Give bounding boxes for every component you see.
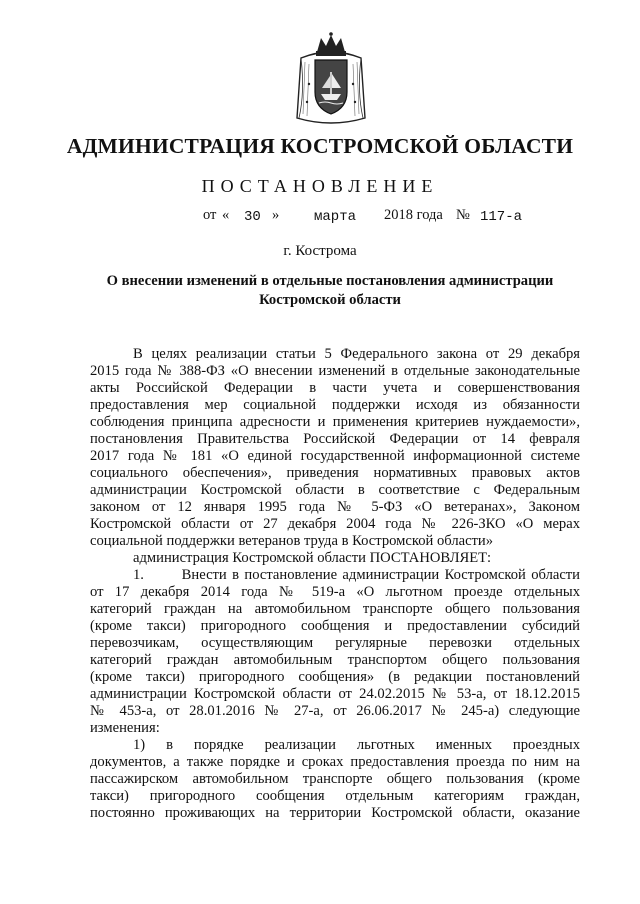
body-line: перевозчикам, осуществляющим регулярные перевозки отдельных: [90, 635, 580, 651]
body-line: такси) пригородного сообщения отдельным категориям граждан,: [90, 788, 580, 804]
body-line: 2015 года № 388-ФЗ «О внесении изменений в отдельные законодательные: [90, 363, 580, 379]
body-line: № 453-а, от 28.01.2016 № 27-а, от 26.06.2017 № 245-а) следующие: [90, 703, 580, 719]
body-line: (кроме такси) пригородного сообщения и предоставлении субсидий: [90, 618, 580, 634]
body-line: пассажирском автомобильном транспорте общего пользования (кроме: [90, 771, 580, 787]
quote-close: »: [272, 207, 280, 223]
body-line: 2017 года № 181 «О единой государственной информационной системе: [90, 448, 580, 464]
body-line: постоянно проживающих на территории Костромской области, оказание: [90, 805, 580, 821]
subject-line: Костромской области: [259, 292, 401, 308]
body-line: 1. Внести в постановление администрации Костромской области: [133, 567, 580, 583]
coat-of-arms-emblem: [295, 32, 367, 128]
body-line: документов, а также порядке и сроках предоставления проезда по ним на: [90, 754, 580, 770]
body-line: категорий граждан на автомобильном транспорте общего пользования: [90, 601, 580, 617]
document-body: [90, 346, 580, 822]
body-line: 1) в порядке реализации льготных именных проездных: [133, 737, 580, 753]
body-line: администрации Костромской области от 24.02.2015 № 53-а, от 18.12.2015: [90, 686, 580, 702]
date-month: марта: [314, 209, 357, 225]
city-line: г. Кострома: [283, 243, 357, 259]
body-line: изменения:: [90, 720, 160, 736]
date-prefix: от: [203, 207, 217, 223]
body-line: Костромской области от 27 декабря 2004 года № 226-ЗКО «О мерах: [90, 516, 580, 532]
document-subject: [90, 272, 570, 310]
date-year: 2018 года: [384, 207, 443, 223]
document-type-title: ПОСТАНОВЛЕНИЕ: [201, 176, 439, 196]
body-line: от 17 декабря 2014 года № 519-а «О льготном проезде отдельных: [90, 584, 580, 600]
body-line: категорий граждан автомобильным транспортом общего пользования: [90, 652, 580, 668]
organization-title: АДМИНИСТРАЦИЯ КОСТРОМСКОЙ ОБЛАСТИ: [66, 134, 574, 158]
quote-open: «: [222, 207, 230, 223]
subject-line: О внесении изменений в отдельные постановления администрации: [106, 273, 554, 289]
body-line: В целях реализации статьи 5 Федерального закона от 29 декабря: [133, 346, 580, 362]
number-sign: №: [456, 207, 470, 223]
body-line: законом от 12 января 1995 года № 5-ФЗ «О ветеранах», Законом: [90, 499, 580, 515]
body-line: социальной поддержки ветеранов труда в Костромской области»: [90, 533, 494, 549]
body-line: акты Российской Федерации в части учета и совершенствования: [90, 380, 580, 396]
document-number: 117-а: [480, 209, 523, 225]
date-day: 30: [244, 209, 261, 225]
body-line: администрация Костромской области ПОСТАНОВЛЯЕТ:: [133, 550, 492, 566]
body-line: социального обеспечения», приведения нормативных правовых актов: [90, 465, 580, 481]
body-line: соблюдения принципа адресности и применения критериев нуждаемости»,: [90, 414, 580, 430]
body-line: предоставления мер социальной поддержки исходя из обязанности: [90, 397, 580, 413]
body-line: постановления Правительства Российской Федерации от 14 февраля: [90, 431, 580, 447]
body-line: администрации Костромской области в соответствие с Федеральным: [90, 482, 580, 498]
body-line: (кроме такси) пригородного сообщения» (в редакции постановлений: [90, 669, 580, 685]
